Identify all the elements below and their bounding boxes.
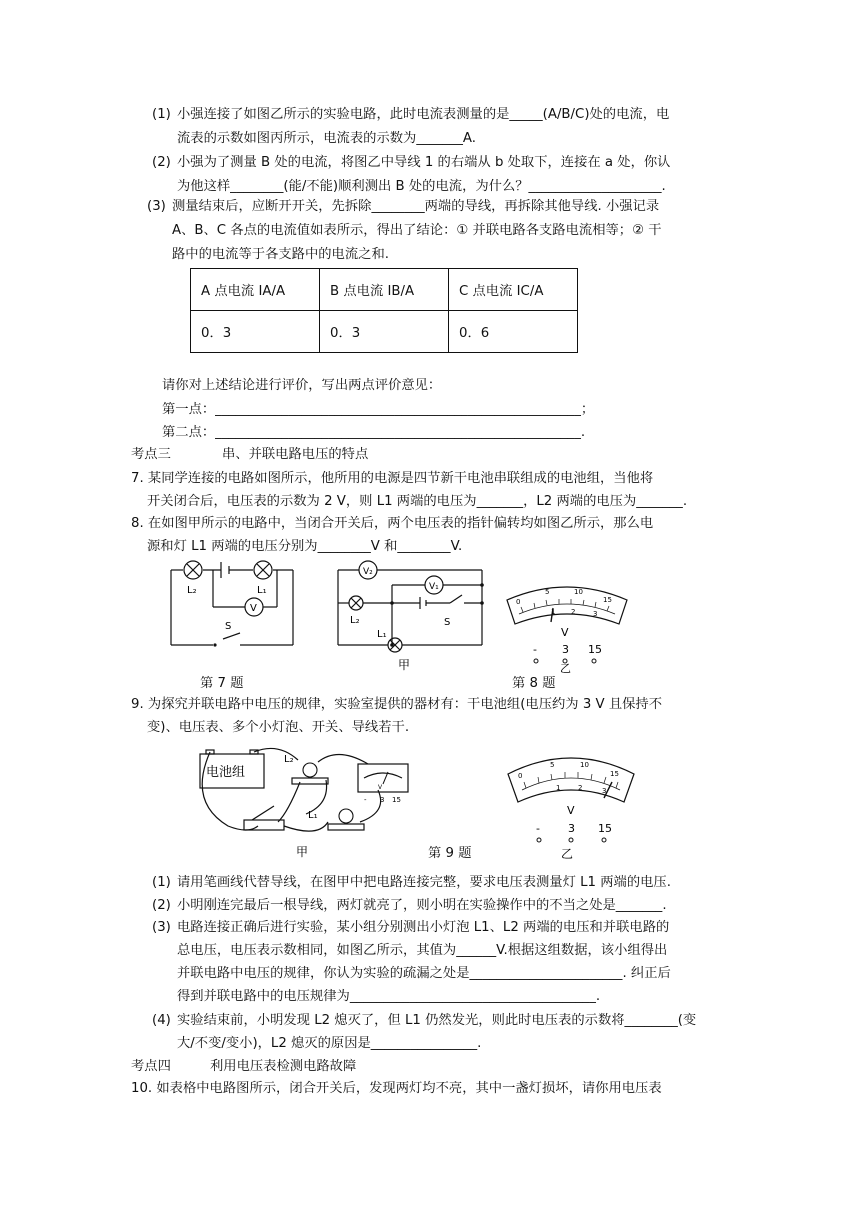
q6-part2-line1: 小强为了测量 B 处的电流，将图乙中导线 1 的右端从 b 处取下，连接在 a 处，你认 — [177, 155, 671, 170]
q9-caption-yi: 乙 — [561, 847, 574, 861]
q9-part3-line1: 电路连接正确后进行实验，某小组分别测出小灯泡 L1、L2 两端的电压和并联电路的 — [177, 920, 670, 935]
q9-dial-v: V — [567, 804, 575, 817]
q9-line2: 变)、电压表、多个小灯泡、开关、导线若干. — [147, 720, 410, 735]
q9-part2-line1: 小明刚连完最后一根导线，两灯就亮了，则小明在实验操作中的不当之处是_______. — [177, 898, 667, 913]
table-header-a: A 点电流 IA/A — [191, 269, 320, 311]
q8-dial-v: V — [561, 626, 569, 639]
section3-title: 串、并联电路电压的特点 — [222, 447, 369, 462]
q9-part3-line3: 并联电路中电压的规律，你认为实验的疏漏之处是_______________________. 纠正后 — [177, 966, 671, 981]
q6-part3-line1: 测量结束后，应断开开关，先拆除________两端的导线，再拆除其他导线. 小强记录 — [172, 199, 660, 214]
q9-meter-terminal-3: 3 — [380, 796, 385, 804]
q9-label-l2: L₂ — [284, 754, 294, 765]
q9-dial-bottom-3: 3 — [602, 787, 607, 795]
section4-label: 考点四 — [131, 1059, 171, 1074]
eval-prompt: 请你对上述结论进行评价，写出两点评价意见： — [162, 378, 442, 393]
q9-part1-number: (1) — [152, 875, 171, 890]
q9-part3-line2: 总电压，电压表示数相同，如图乙所示，其值为______V.根据这组数据，该小组得出 — [177, 943, 668, 958]
q9-dial-top-15: 15 — [610, 770, 619, 778]
q8-terminal-15: 15 — [588, 643, 602, 656]
q6-part1-number: (1) — [152, 107, 171, 122]
q7-label-l1: L₁ — [257, 585, 267, 596]
caption-q8: 第 8 题 — [512, 676, 556, 691]
q9-meter-terminal-15: 15 — [392, 796, 401, 804]
q8-label-l1: L₁ — [377, 629, 387, 640]
q6-part1-line1: 小强连接了如图乙所示的实验电路，此时电流表测量的是_____(A/B/C)处的电流，电 — [177, 107, 670, 122]
q9-terminal-minus: - — [536, 822, 540, 835]
q8-dial-bottom-3: 3 — [593, 610, 598, 618]
q8-dial-bottom-1: 1 — [551, 608, 556, 616]
q9-part4-line2: 大/不变/变小)，L2 熄灭的原因是________________. — [177, 1036, 482, 1051]
table-header-b: B 点电流 IB/A — [320, 269, 449, 311]
q7-circuit-diagram — [165, 555, 320, 655]
q8-terminal-3: 3 — [562, 643, 569, 656]
q9-part3-number: (3) — [152, 920, 171, 935]
q8-line1: 8. 在如图甲所示的电路中，当闭合开关后，两个电压表的指针偏转均如图乙所示，那么电 — [131, 516, 654, 531]
q8-dial-top-10: 10 — [574, 588, 583, 596]
q9-part4-line1: 实验结束前，小明发现 L2 熄灭了，但 L1 仍然发光，则此时电压表的示数将________(变 — [177, 1013, 697, 1028]
battery-pack-label: 电池组 — [206, 765, 246, 780]
q9-dial-top-0: 0 — [518, 772, 523, 780]
q6-part3-line2: A、B、C 各点的电流值如表所示，得出了结论：① 并联电路各支路电流相等；② 干 — [172, 223, 662, 238]
caption-q7: 第 7 题 — [200, 676, 244, 691]
q8-voltmeter-v1: V₁ — [429, 582, 439, 592]
q9-dial-bottom-2: 2 — [578, 784, 583, 792]
q8-label-l2: L₂ — [350, 615, 360, 626]
eval-point-1: 第一点：_______________________________________________________； — [162, 402, 595, 417]
q8-dial-top-15: 15 — [603, 596, 612, 604]
q6-part3-line3: 路中的电流等于各支路中的电流之和. — [172, 247, 389, 262]
q8-line2: 源和灯 L1 两端的电压分别为________V 和________V. — [147, 539, 463, 554]
table-header-c: C 点电流 IC/A — [449, 269, 578, 311]
q8-caption-yi: 乙 — [560, 662, 571, 673]
q6-part3-number: (3) — [147, 199, 166, 214]
q9-part2-number: (2) — [152, 898, 171, 913]
q8-dial-bottom-2: 2 — [571, 608, 576, 616]
current-table — [190, 268, 578, 353]
q6-part1-line2: 流表的示数如图丙所示，电流表的示数为_______A. — [177, 131, 476, 146]
section3-label: 考点三 — [131, 447, 171, 462]
q8-dial-top-0: 0 — [516, 598, 521, 606]
table-value-c: 0．6 — [449, 311, 578, 353]
caption-q9: 第 9 题 — [428, 846, 472, 861]
q9-part4-number: (4) — [152, 1013, 171, 1028]
table-value-a: 0．3 — [191, 311, 320, 353]
q9-meter-terminal-minus: - — [364, 796, 367, 804]
q9-label-l1: L₁ — [308, 810, 318, 821]
q9-caption-jia: 甲 — [296, 845, 309, 859]
q8-voltmeter-dial — [505, 578, 630, 673]
q9-line1: 9. 为探究并联电路中电压的规律，实验室提供的器材有：干电池组(电压约为 3 V 且保持不 — [131, 697, 663, 712]
q9-terminal-15: 15 — [598, 822, 612, 835]
q7-voltmeter-v: V — [250, 603, 257, 614]
table-row — [191, 269, 578, 311]
q9-terminal-3: 3 — [568, 822, 575, 835]
q6-part2-line2: 为他这样________(能/不能)顺利测出 B 处的电流，为什么？____________________. — [177, 179, 666, 194]
q9-part3-line4: 得到并联电路中的电压规律为_____________________________________. — [177, 989, 601, 1004]
q7-line2: 开关闭合后，电压表的示数为 2 V，则 L1 两端的电压为_______，L2 两端的电压为_______. — [147, 494, 688, 509]
q8-circuit-diagram — [332, 555, 487, 675]
q9-dial-bottom-1: 1 — [556, 784, 561, 792]
q9-dial-top-10: 10 — [580, 761, 589, 769]
q8-terminal-minus: - — [533, 643, 537, 656]
q8-caption-jia: 甲 — [398, 658, 411, 672]
q8-dial-top-5: 5 — [545, 588, 550, 596]
section4-title: 利用电压表检测电路故障 — [210, 1059, 357, 1074]
q9-part1-line1: 请用笔画线代替导线，在图甲中把电路连接完整，要求电压表测量灯 L1 两端的电压. — [177, 875, 671, 890]
q7-line1: 7. 某同学连接的电路如图所示，他所用的电源是四节新干电池串联组成的电池组，当他将 — [131, 471, 654, 486]
q6-part2-number: (2) — [152, 155, 171, 170]
q10-line1: 10. 如表格中电路图所示，闭合开关后，发现两灯均不亮，其中一盏灯损坏，请你用电压表 — [131, 1081, 662, 1096]
eval-point-2: 第二点：_______________________________________________________. — [162, 425, 586, 440]
q9-dial-top-5: 5 — [550, 761, 555, 769]
q7-label-l2: L₂ — [187, 585, 197, 596]
q8-voltmeter-v2: V₂ — [363, 567, 373, 577]
q9-apparatus-diagram — [188, 742, 418, 862]
q8-label-s: S — [444, 617, 451, 628]
table-row — [191, 311, 578, 353]
q7-label-s: S — [225, 621, 232, 632]
table-value-b: 0．3 — [320, 311, 449, 353]
q9-meter-v: V — [378, 784, 383, 791]
q9-voltmeter-dial — [506, 748, 636, 866]
